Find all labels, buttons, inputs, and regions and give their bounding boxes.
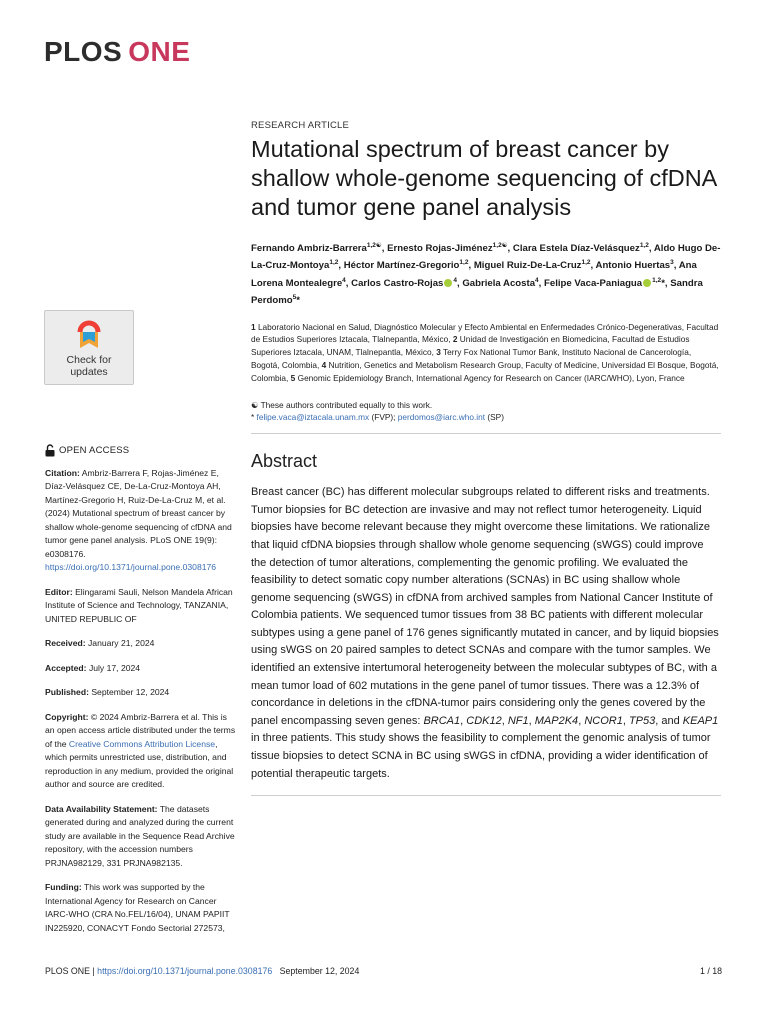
affiliation-text: Unidad de Investigación en Biomedicina, Facultad de Estudios Superiores Iztacala, UNAM, Tlalnepantla, México, — [251, 334, 690, 358]
accepted-label: Accepted: — [45, 662, 87, 673]
gene: MAP2K4 — [534, 714, 579, 727]
author-sup: 1,2 — [639, 242, 649, 249]
divider — [251, 795, 721, 796]
author[interactable]: Fernando Ambriz-Barrera — [251, 243, 367, 255]
author[interactable]: Ernesto Rojas-Jiménez — [387, 243, 493, 255]
author[interactable]: Sandra Perdomo — [251, 277, 703, 307]
published-label: Published: — [45, 687, 89, 697]
check-for-updates-label — [45, 354, 133, 378]
author-sup: 4 — [453, 276, 457, 284]
author-sup: 1,2 — [459, 259, 469, 267]
equal-contribution-text: These authors contributed equally to this work. — [260, 399, 433, 410]
gene: BRCA1 — [423, 714, 461, 727]
author-list: Fernando Ambriz-Barrera$^{1,2☯}$, Ernesto Rojas-Jiménez$^{1,2☯}$, Clara Estela Díaz-Velásquez$^{1,2}$, Aldo Hugo De-La-Cruz-Montoya$^{1,2}$, Héctor Martínez-Gregorio$^{1,2}$, Miguel Ruiz-De-La-Cruz$^{1,2}$, Antonio Huertas$^3$, Ana Lorena Montealegre$^4$, Carlos Castro-Rojas $^4$, Gabriela Acosta$^4$, Felipe Vaca-Paniagua $^{1,2}$*, Sandra Perdomo$^5$* — [251, 242, 721, 307]
copyright-block — [45, 711, 237, 792]
article-title: Mutational spectrum of breast cancer by shallow whole-genome sequencing of cfDNA and tumor gene panel analysis — [251, 136, 717, 220]
author-sup: 1,2 — [329, 259, 339, 267]
author[interactable]: Carlos Castro-Rojas — [351, 277, 444, 289]
author[interactable]: Ana Lorena Montealegre — [251, 260, 697, 289]
footer-journal: PLOS ONE — [45, 966, 90, 976]
footer-separator: | — [89, 966, 98, 976]
author-sup: 5 — [292, 294, 297, 302]
abstract-heading: Abstract — [251, 451, 318, 472]
copyright-label: Copyright: — [45, 711, 89, 722]
affiliation-text: Nutrition, Genetics and Metabolism Research Group, Faculty of Medicine, Universidad El Bosque, Bogotá, Colombia, — [251, 359, 719, 383]
author[interactable]: Clara Estela Díaz-Velásquez — [512, 243, 640, 255]
orcid-icon[interactable] — [444, 279, 452, 287]
gene: TP53 — [628, 714, 656, 727]
check-for-updates-badge[interactable] — [44, 310, 134, 385]
crossmark-icon — [74, 318, 104, 352]
gene: NF1 — [507, 714, 529, 727]
footer-date: September 12, 2024 — [279, 966, 360, 976]
affiliation-text: Laboratorio Nacional en Salud, Diagnóstico Molecular y Efecto Ambiental en Enfermedades Crónico-Degenerativas, Facultad de Estudios Superiores Iztacala, Tlalnepantla, México, — [251, 321, 719, 345]
article-type: RESEARCH ARTICLE — [251, 120, 350, 131]
email-link-2[interactable]: perdomos@iarc.who.int — [397, 412, 486, 423]
open-access-label — [45, 444, 237, 458]
journal-logo-plos: PLOS — [44, 36, 123, 67]
author-sup: 1,2☯ — [366, 242, 382, 249]
affiliation-number: 3 — [436, 347, 441, 358]
author-notes — [251, 399, 721, 425]
citation-doi-link[interactable]: https://doi.org/10.1371/journal.pone.0308176 — [45, 562, 217, 572]
citation-label: Citation: — [45, 467, 80, 478]
funding-label: Funding: — [45, 882, 82, 892]
copyright-text-1: © 2024 Ambriz-Barrera et al. This is an open access article distributed under the terms of the — [45, 711, 236, 749]
open-access-text: OPEN ACCESS — [59, 445, 130, 456]
author-sup: 3 — [670, 259, 674, 267]
author-sup: 4 — [535, 276, 539, 284]
affiliation-number: 1 — [251, 321, 256, 332]
email-link-1[interactable]: felipe.vaca@iztacala.unam.mx — [256, 412, 370, 423]
equal-contribution-icon: ☯ — [251, 399, 259, 410]
affiliation-text: Genomic Epidemiology Branch, International Agency for Research on Cancer (IARC/WHO), Lyon, France — [297, 372, 685, 383]
author[interactable]: Miguel Ruiz-De-La-Cruz — [473, 260, 582, 272]
journal-logo — [44, 36, 190, 68]
abstract-part-1: Breast cancer (BC) has different molecular subgroups related to different risks and treatments. Tumor biopsies for BC detection are invasive and may not reflect tumor heterogeneity. Liquid biopsies have become relevant because they might overcome these limitations. We rationalize that liquid cfDNA biopsies through shallow whole genome sequencing (sWGS) could improve the detection of tumor alterations, complementing the genomic profiling. We evaluated the feasibility to detect somatic copy number alterations (SCNAs) in BC using shallow whole genome sequencing (sWGS) in cfDNA from archived samples from National Cancer Institute of Colombia patients. We sequenced tumor tissues from 38 BC patients with different molecular subtypes using a gene panel of 176 genes significantly mutated in cancer, and by liquid biopsies using sWGS on 20 paired samples to detect SCNAs and compare with the tumor samples. We identified an extensive intertumoral heterogeneity between the molecular subtypes of BC, with a mean tumor load of 602 mutations in the gene panel of tumor tissues. There was a 12.3% of concordance in deletions in the cfDNA-tumor pairs considering only the genes covered by the panel encompassing seven genes: — [251, 486, 719, 727]
author-sup: 4 — [342, 276, 346, 284]
author-sup: 1,2 — [581, 259, 591, 267]
funding-block — [45, 881, 237, 935]
email-initials-1: (FVP); — [369, 412, 398, 423]
page-footer — [45, 966, 722, 976]
affiliation-number: 4 — [321, 359, 327, 370]
accepted-block — [45, 662, 237, 676]
editor-label: Editor: — [45, 586, 73, 597]
gene: CDK12 — [466, 714, 502, 727]
affiliation-number: 5 — [290, 372, 296, 383]
gene: NCOR1 — [584, 714, 623, 727]
author[interactable]: Héctor Martínez-Gregorio — [343, 260, 460, 272]
data-availability-block — [45, 803, 237, 871]
article-main — [251, 120, 721, 796]
received-block — [45, 637, 237, 651]
published-block — [45, 686, 237, 700]
email-initials-2: (SP) — [485, 412, 504, 423]
affiliation-text: Terry Fox National Tumor Bank, Instituto Nacional de Cancerología, Bogotá, Colombia, — [251, 347, 692, 370]
funding-text: This work was supported by the International Agency for Research on Cancer IARC-WHO (CRA No.FEL/16/04), UNAM PAPIIT IN225920, CONACYT Fondo Sectorial 272573, — [45, 882, 230, 933]
author[interactable]: Gabriela Acosta — [462, 277, 536, 289]
author[interactable]: Antonio Huertas — [595, 260, 671, 272]
gene: KEAP1 — [682, 714, 719, 727]
footer-doi-link[interactable]: https://doi.org/10.1371/journal.pone.0308176 — [97, 966, 273, 976]
copyright-text-2: , which permits unrestricted use, distribution, and reproduction in any medium, provided the original author and source are credited. — [45, 738, 234, 789]
corresponding-note: * felipe.vaca@iztacala.unam.mx (FVP); perdomos@iarc.who.int (SP) — [251, 412, 504, 423]
check-for-updates-line1: Check for — [66, 354, 112, 366]
published-date: September 12, 2024 — [91, 687, 170, 697]
page-number: 1 / 18 — [699, 966, 722, 976]
accepted-date: July 17, 2024 — [88, 662, 141, 673]
author[interactable]: Felipe Vaca-Paniagua — [544, 277, 643, 289]
citation-text: Ambriz-Barrera F, Rojas-Jiménez E, Díaz-Velásquez CE, De-La-Cruz-Montoya AH, Martínez-Gregorio H, Ruiz-De-La-Cruz M, et al. (2024) Mutational spectrum of breast cancer by shallow whole-genome sequencing of cfDNA and tumor gene panel analysis. PLoS ONE 19(9): e0308176. — [45, 467, 232, 559]
check-for-updates-line2: updates — [70, 366, 108, 378]
data-availability-text: The datasets generated during and analyzed during the current study are available in the Sequence Read Archive repository, with the accession numbers PRJNA982129, 331 PRJNA982135. — [45, 803, 235, 868]
editor-text: Elingarami Sauli, Nelson Mandela African Institute of Science and Technology, TANZANIA, UNITED REPUBLIC OF — [45, 586, 233, 624]
received-label: Received: — [45, 638, 86, 648]
author[interactable]: Aldo Hugo De-La-Cruz-Montoya — [251, 243, 721, 272]
data-availability-label: Data Availability Statement: — [45, 803, 158, 814]
author-sup: 1,2☯ — [492, 242, 508, 249]
journal-logo-one: ONE — [128, 36, 191, 67]
affiliations — [251, 321, 721, 385]
equal-contribution-note — [251, 399, 721, 412]
license-link[interactable]: Creative Commons Attribution License — [68, 738, 216, 749]
divider — [251, 433, 721, 434]
abstract-part-2: in three patients. This study shows the feasibility to complement the genomic analysis of tumor tissue biopsies to detect SCNA in BC using sWGS in cfDNA, providing a wider identification of potential therapeutic targets. — [251, 732, 711, 780]
abstract-text: Breast cancer (BC) has different molecular subgroups related to different risks and treatments. Tumor biopsies for BC detection are invasive and may not reflect tumor heterogeneity. Liquid biopsies have become relevant because they might overcome these limitations. We rationalize that liquid cfDNA biopsies through shallow whole genome sequencing (sWGS) could improve the detection of tumor alterations, complementing the genomic profiling. We evaluated the feasibility to detect somatic copy number alterations (SCNAs) in BC using shallow whole genome sequencing (sWGS) in cfDNA from archived samples from National Cancer Institute of Colombia patients. We sequenced tumor tissues from 38 BC patients with different molecular subtypes using a gene panel of 176 genes significantly mutated in cancer, and by liquid biopsies using sWGS on 20 paired samples to detect SCNAs and compare with the tumor samples. We identified an extensive intertumoral heterogeneity between the molecular subtypes of BC, with a mean tumor load of 602 mutations in the gene panel of tumor tissues. There was a 12.3% of concordance in deletions in the cfDNA-tumor pairs considering only the genes covered by the panel encompassing seven genes: BRCA1, CDK12, NF1, MAP2K4, NCOR1, TP53, and KEAP1 in three patients. This study shows the feasibility to complement the genomic analysis of tumor tissue biopsies to detect SCNA in BC using sWGS in cfDNA, providing a wider identification of potential therapeutic targets. — [251, 486, 719, 780]
affiliation-number: 2 — [452, 334, 458, 345]
article-sidebar — [45, 444, 237, 946]
received-date: January 21, 2024 — [88, 638, 155, 648]
open-lock-icon — [45, 444, 55, 457]
author-sup: 1,2 — [652, 276, 662, 284]
citation-block — [45, 467, 237, 575]
editor-block — [45, 586, 237, 627]
orcid-icon[interactable] — [643, 279, 651, 287]
